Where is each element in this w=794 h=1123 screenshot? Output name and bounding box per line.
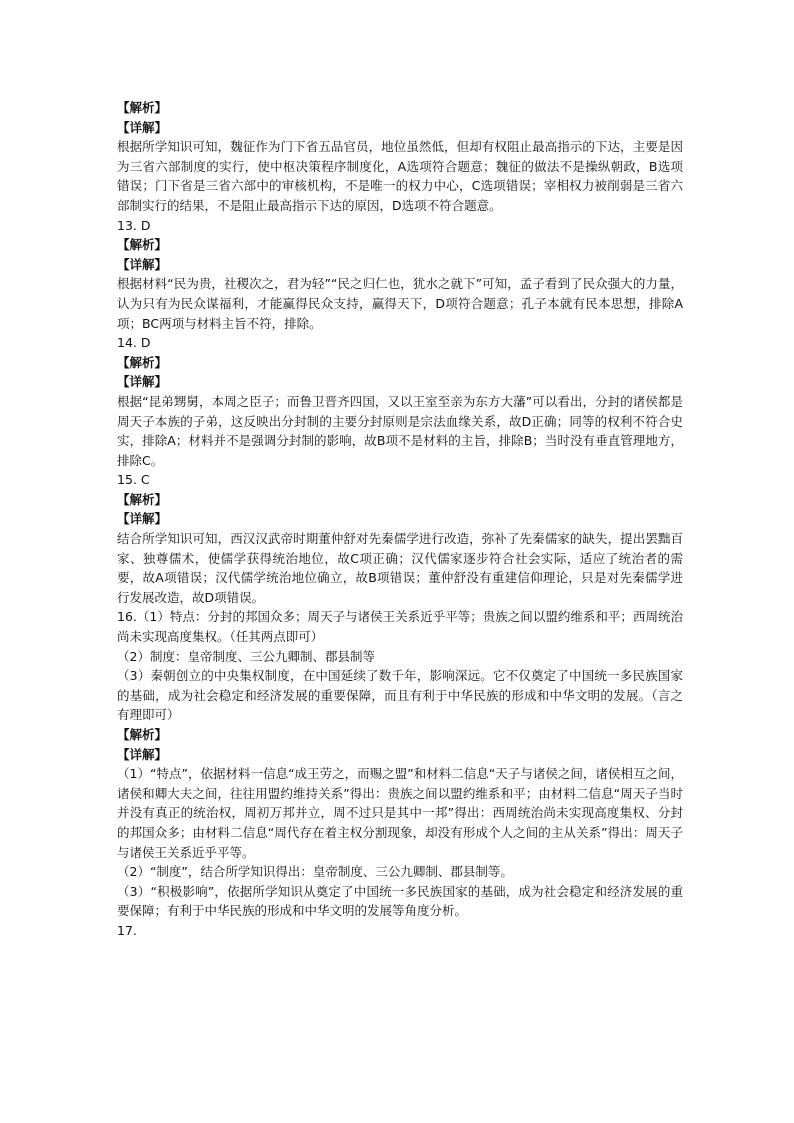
analysis-tag: 【解析】: [117, 727, 168, 742]
answer-16-part-1: 16.（1）特点：分封的邦国众多；周天子与诸侯王关系近乎平等；贵族之间以盟约维系和平；西周统治尚未实现高度集权。（任其两点即可）: [117, 609, 683, 645]
detail-tag: 【详解】: [117, 256, 168, 272]
document-page: [117, 98, 683, 941]
analysis-tag: 【解析】: [117, 100, 168, 115]
answer-15-explanation: 结合所学知识可知，西汉汉武帝时期董仲舒对先秦儒学进行改造，弥补了先秦儒家的缺失，提出罢黜百家、独尊儒术，使儒学获得统治地位，故C项正确；汉代儒家逐步符合社会实际，适应了统治者的需要，故A项错误；汉代儒学统治地位确立，故B项错误；董仲舒没有重建信仰理论，只是对先秦儒学进行发展改造，故D项错误。: [117, 531, 683, 605]
answer-17-number: 17.: [117, 922, 137, 938]
answer-16-part-2: （2）制度：皇帝制度、三公九卿制、郡县制等: [117, 648, 375, 664]
answer-16-detail-3: （3）“积极影响”，依据所学知识从奠定了中国统一多民族国家的基础，成为社会稳定和经济发展的重要保障；有利于中华民族的形成和中华文明的发展等角度分析。: [117, 883, 683, 919]
analysis-tag: 【解析】: [117, 354, 168, 370]
analysis-tag: 【解析】: [117, 237, 168, 253]
answer-13-number: 13. D: [117, 217, 151, 233]
answer-14-number: 14. D: [117, 335, 151, 351]
answer-13-explanation: 根据材料“民为贵，社稷次之，君为轻”“民之归仁也，犹水之就下”可知，孟子看到了民众强大的力量，认为只有为民众谋福利，才能赢得民众支持，赢得天下，D项符合题意；孔子本就有民本思想，排除A项；BC两项与材料主旨不符，排除。: [117, 276, 683, 331]
answer-14-explanation: 根据“昆弟甥舅，本周之臣子；而鲁卫晋齐四国，又以王室至亲为东方大藩”可以看出，分封的诸侯都是周天子本族的子弟，这反映出分封制的主要分封原则是宗法血缘关系，故D正确；同等的权利不符合史实，排除A；材料并不是强调分封制的影响，故B项不是材料的主旨，排除B；当时没有垂直管理地方，排除C。: [117, 393, 683, 468]
answer-16-detail-1: （1）“特点”，依据材料一信息“成王劳之，而赐之盟”和材料二信息“天子与诸侯之间，诸侯相互之间，诸侯和卿大夫之间，往往用盟约维持关系”得出：贵族之间以盟约维系和平；由材料二信息“周天子当时并没有真正的统治权，周初万邦并立，周不过只是其中一邦”得出：西周统治尚未实现高度集权、分封的邦国众多；由材料二信息“周代存在着主权分割现象，却没有形成个人之间的主从关系”得出：周天子与诸侯王关系近乎平等。: [117, 766, 683, 860]
answer-16-part-3: （3）秦朝创立的中央集权制度，在中国延续了数千年，影响深远。它不仅奠定了中国统一多民族国家的基础，成为社会稳定和经济发展的重要保障，而且有利于中华民族的形成和中华文明的发展。（言之有理即可）: [117, 668, 683, 723]
detail-tag: 【详解】: [117, 511, 168, 527]
answer-15-number: 15. C: [117, 472, 150, 488]
answer-16-detail-2: （2）“制度”，结合所学知识得出：皇帝制度、三公九卿制、郡县制等。: [117, 864, 513, 880]
analysis-tag: 【解析】: [117, 491, 168, 507]
detail-tag: 【详解】: [117, 746, 168, 762]
detail-tag: 【详解】: [117, 374, 168, 390]
detail-tag: 【详解】: [117, 119, 168, 135]
answer-12-explanation: 根据所学知识可知，魏征作为门下省五品官员，地位虽然低，但却有权阻止最高指示的下达，主要是因为三省六部制度的实行，使中枢决策程序制度化，A选项符合题意；魏征的做法不是操纵朝政，B选项错误；门下省是三省六部中的审核机构，不是唯一的权力中心，C选项错误；宰相权力被削弱是三省六部制实行的结果，不是阻止最高指示下达的原因，D选项不符合题意。: [117, 139, 683, 213]
